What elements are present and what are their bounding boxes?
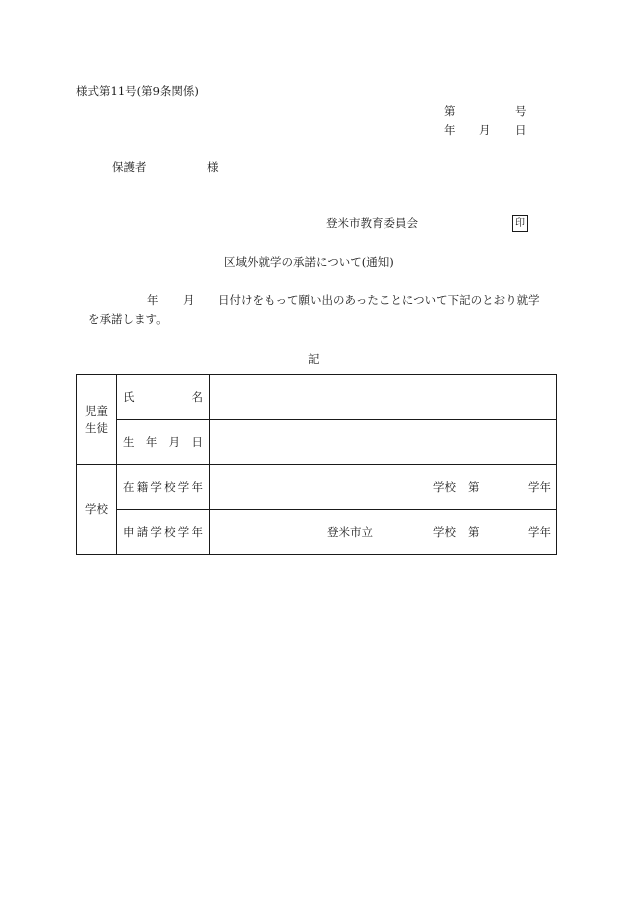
requested-school-row <box>77 510 557 555</box>
requested-school-label-char: 学 <box>150 525 162 539</box>
current-school-label-char: 籍 <box>136 480 149 494</box>
requested-school-value-cell[interactable] <box>210 510 557 555</box>
addressee-label: 保護者 <box>112 160 147 174</box>
current-grade-prefix: 第 <box>468 480 480 494</box>
date-day-label: 日 <box>515 123 527 137</box>
birth-row <box>77 420 557 465</box>
seal-stamp: 印 <box>512 215 528 232</box>
current-school-label-char: 学 <box>177 480 190 494</box>
current-school-label-char: 年 <box>191 480 203 494</box>
doc-number-prefix: 第 <box>444 104 456 118</box>
requested-grade-suffix: 学年 <box>528 525 551 539</box>
record-heading: 記 <box>308 352 320 366</box>
name-label-cell <box>117 375 210 420</box>
issuer-name: 登米市教育委員会 <box>326 216 418 230</box>
current-school-value-cell[interactable] <box>210 465 557 510</box>
date-year-label: 年 <box>444 123 456 137</box>
birth-label-char: 年 <box>145 435 158 449</box>
requested-school-label-char: 年 <box>191 525 203 539</box>
body-line-2: を承諾します。 <box>88 312 168 326</box>
current-school-label-char: 在 <box>123 480 135 494</box>
birth-label-cell <box>117 420 210 465</box>
requested-school-label-char: 学 <box>177 525 190 539</box>
doc-number-suffix: 号 <box>515 104 527 118</box>
student-group-label: 児童生徒 <box>85 403 108 435</box>
requested-school-label-char: 校 <box>164 525 176 539</box>
name-label-char: 名 <box>191 390 203 404</box>
current-grade-suffix: 学年 <box>528 480 551 494</box>
current-school-label-cell <box>117 465 210 510</box>
requested-grade-prefix: 第 <box>468 525 480 539</box>
body-line-1: 日付けをもって願い出のあったことについて下記のとおり就学 <box>218 293 540 307</box>
current-school-row <box>77 465 557 510</box>
requested-school-label-cell <box>117 510 210 555</box>
birth-label-char: 月 <box>168 435 181 449</box>
document-title: 区域外就学の承諾について(通知) <box>224 255 394 269</box>
birth-label-char: 日 <box>191 435 203 449</box>
name-label-char: 氏 <box>123 390 135 404</box>
form-number: 様式第11号(第9条関係) <box>76 84 199 98</box>
record-table <box>76 374 557 555</box>
city-school-prefix: 登米市立 <box>327 525 373 539</box>
requested-school-label-char: 申 <box>123 525 135 539</box>
school-group-header <box>77 465 117 555</box>
requested-school-label-char: 請 <box>136 525 149 539</box>
student-group-header <box>77 375 117 465</box>
birth-value-cell[interactable] <box>210 420 557 465</box>
date-month-label: 月 <box>479 123 491 137</box>
student-name-row <box>77 375 557 420</box>
current-school-word: 学校 <box>433 480 456 494</box>
addressee-honorific: 様 <box>207 160 219 174</box>
school-group-label: 学校 <box>85 502 108 517</box>
requested-school-word: 学校 <box>433 525 456 539</box>
current-school-label-char: 学 <box>150 480 162 494</box>
name-value-cell[interactable] <box>210 375 557 420</box>
body-year: 年 <box>147 293 159 307</box>
birth-label-char: 生 <box>123 435 135 449</box>
body-month: 月 <box>183 293 195 307</box>
current-school-label-char: 校 <box>164 480 176 494</box>
